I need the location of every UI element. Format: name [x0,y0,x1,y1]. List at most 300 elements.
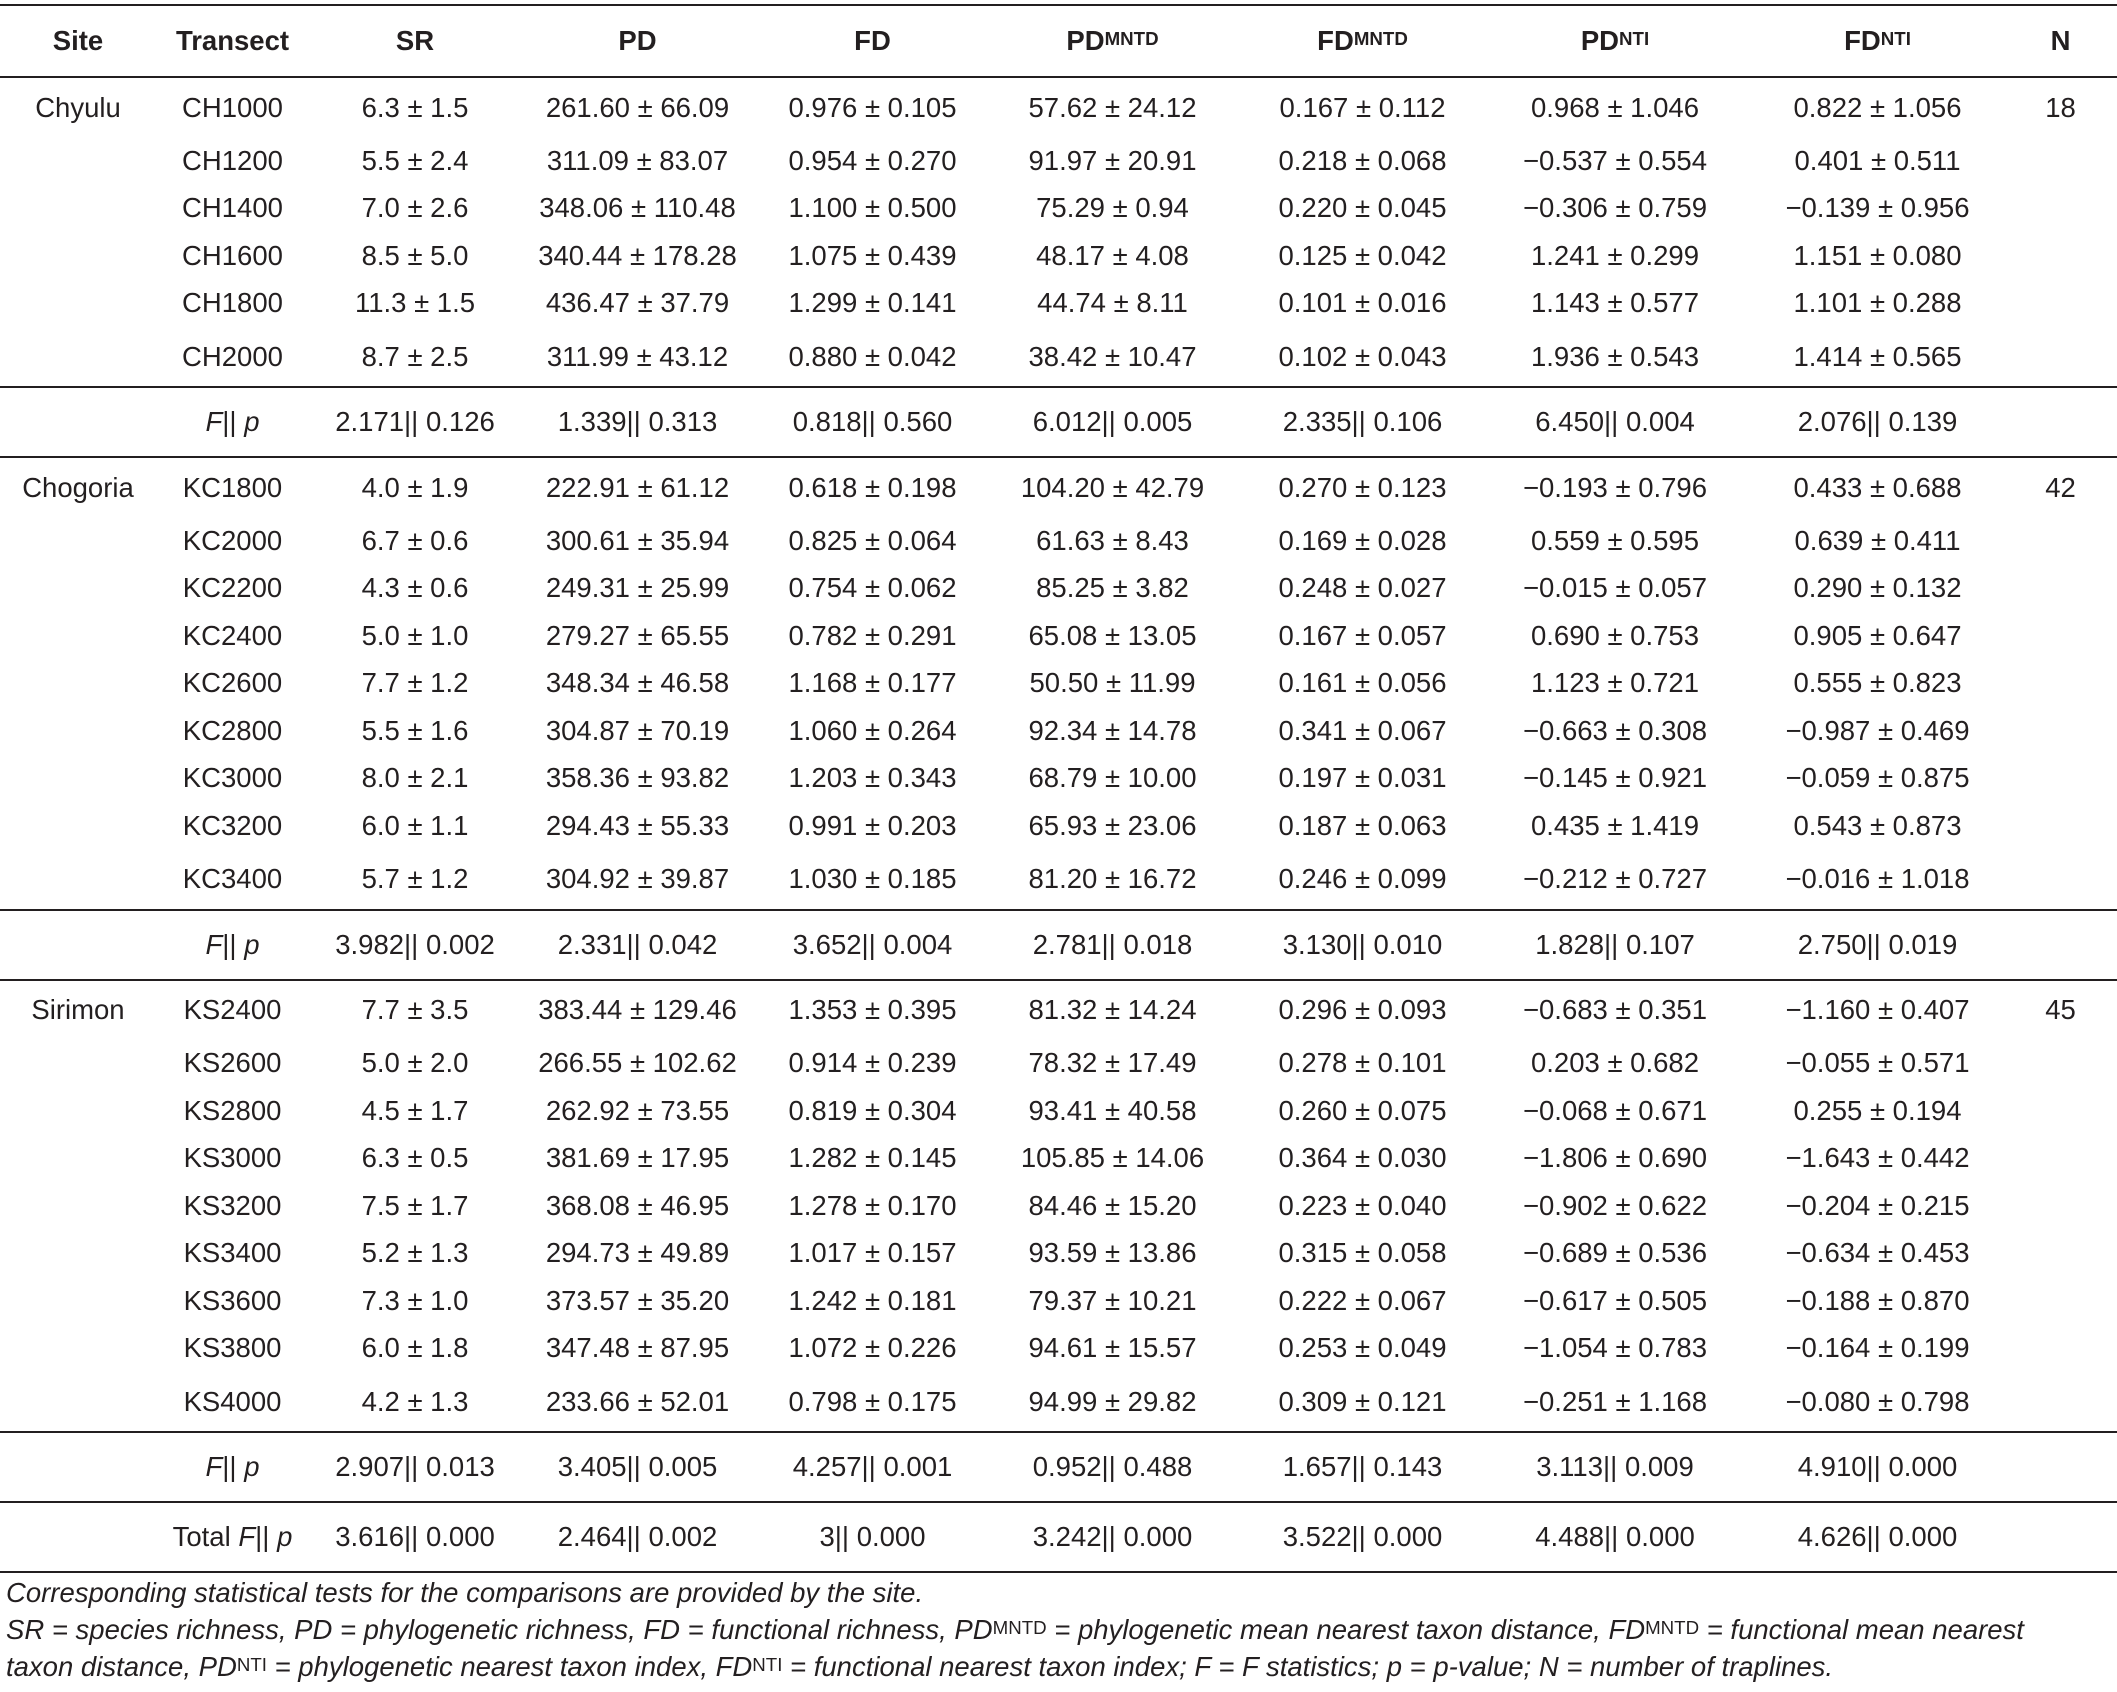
transect-cell: KS4000 [183,1385,282,1417]
site-empty [0,517,150,565]
value-cell: 358.36 ± 93.82 [545,762,730,794]
value-cell: 0.819 ± 0.304 [788,1094,957,1126]
n-empty [2010,565,2117,613]
value-cell: 85.25 ± 3.82 [1036,572,1189,604]
value-cell: 7.3 ± 1.0 [361,1284,469,1316]
stat-value: 3.982|| 0.002 [335,928,495,960]
n-empty [2010,707,2117,755]
value-cell: 1.075 ± 0.439 [788,239,957,271]
stat-value: 3.130|| 0.010 [1282,928,1443,960]
value-cell: 4.0 ± 1.9 [361,471,469,503]
table-row [0,185,2117,233]
n-value: 42 [2045,471,2076,503]
value-cell: −0.193 ± 0.796 [1522,471,1708,503]
site-empty [0,850,150,910]
value-cell: 0.754 ± 0.062 [788,572,957,604]
table-row [0,660,2117,708]
value-cell: 348.06 ± 110.48 [539,192,736,224]
value-cell: 304.92 ± 39.87 [545,863,730,894]
site-empty [0,1040,150,1088]
stats-row [0,1432,2117,1502]
col-header-sr: SR [315,5,515,77]
total-value: 2.464|| 0.002 [557,1521,718,1552]
value-cell: 1.168 ± 0.177 [788,667,957,699]
value-cell: 65.93 ± 23.06 [1028,809,1197,841]
stat-value: 1.657|| 0.143 [1282,1451,1443,1482]
table-row [0,612,2117,660]
col-header-fd: FD [760,5,985,77]
footnote-text: = functional nearest taxon index; F = F statistics; p = p-value; N = number of traplines. [782,1651,1834,1682]
value-cell: 5.0 ± 2.0 [361,1047,469,1079]
transect-cell: KC3200 [182,809,283,841]
stat-value: 1.339|| 0.313 [557,406,718,437]
value-cell: 4.2 ± 1.3 [361,1385,469,1417]
value-cell: 0.197 ± 0.031 [1278,762,1447,794]
value-cell: 0.278 ± 0.101 [1278,1047,1447,1079]
site-name: Chyulu [35,91,121,123]
site-empty [0,1182,150,1230]
value-cell: 6.3 ± 0.5 [361,1142,469,1174]
stat-value: 2.907|| 0.013 [335,1451,495,1482]
value-cell: 44.74 ± 8.11 [1037,287,1188,319]
value-cell: 5.0 ± 1.0 [361,619,469,651]
n-empty [2010,137,2117,185]
footnote-1: Corresponding statistical tests for the comparisons are provided by the site. [6,1577,924,1608]
total-value: 3.522|| 0.000 [1282,1521,1443,1552]
stat-value: 4.257|| 0.001 [792,1451,953,1482]
transect-cell: KS3200 [183,1189,282,1221]
value-cell: 0.125 ± 0.042 [1278,239,1447,271]
value-cell: 340.44 ± 178.28 [538,239,737,271]
site-empty [0,802,150,850]
stat-f: F [238,1521,256,1552]
table-row [0,565,2117,613]
header-base: PD [1066,25,1105,56]
value-cell: −0.139 ± 0.956 [1785,192,1970,224]
value-cell: −0.689 ± 0.536 [1522,1237,1708,1269]
col-header-site: Site [0,5,150,77]
footnote-text: = phylogenetic mean nearest taxon distance, FD [1046,1614,1646,1645]
value-cell: 5.2 ± 1.3 [361,1237,469,1269]
value-cell: 0.248 ± 0.027 [1278,572,1447,604]
site-name: Sirimon [31,994,125,1025]
col-header-fd-nti [1745,5,2010,77]
value-cell: 38.42 ± 10.47 [1028,340,1197,372]
value-cell: 94.61 ± 15.57 [1028,1332,1197,1364]
value-cell: 262.92 ± 73.55 [545,1094,730,1126]
stat-p: p [244,1451,260,1482]
value-cell: 436.47 ± 37.79 [545,287,730,319]
transect-cell: KC3400 [182,863,283,894]
total-label [150,1502,315,1572]
value-cell: 6.3 ± 1.5 [361,91,469,123]
value-cell: 1.100 ± 0.500 [788,192,957,224]
stat-p: p [244,928,260,960]
stats-row [0,387,2117,457]
value-cell: 1.017 ± 0.157 [788,1237,957,1269]
n-empty [2010,1040,2117,1088]
value-cell: 1.241 ± 0.299 [1530,239,1699,271]
value-cell: 347.48 ± 87.95 [545,1332,730,1364]
value-cell: 0.433 ± 0.688 [1793,471,1962,503]
col-header-n: N [2010,5,2117,77]
transect-cell: KS2800 [183,1094,282,1126]
table-row [0,457,2117,517]
site-empty [0,137,150,185]
value-cell: 1.242 ± 0.181 [788,1284,957,1316]
site-empty [0,327,150,387]
value-cell: −0.306 ± 0.759 [1522,192,1708,224]
n-empty [2010,185,2117,233]
value-cell: 81.32 ± 14.24 [1028,994,1197,1025]
value-cell: −0.617 ± 0.505 [1522,1284,1708,1316]
value-cell: 0.167 ± 0.057 [1278,619,1447,651]
footnote-text: = phylogenetic nearest taxon index, FD [266,1651,753,1682]
value-cell: 78.32 ± 17.49 [1028,1047,1197,1079]
value-cell: 57.62 ± 24.12 [1028,91,1197,123]
stat-sep: || [255,1521,278,1552]
value-cell: −1.643 ± 0.442 [1785,1142,1970,1174]
stat-value: 3.113|| 0.009 [1536,1451,1694,1482]
value-cell: −0.059 ± 0.875 [1785,762,1970,794]
value-cell: 0.618 ± 0.198 [788,471,957,503]
n-empty [2010,387,2117,457]
value-cell: 0.782 ± 0.291 [788,619,957,651]
value-cell: 65.08 ± 13.05 [1028,619,1197,651]
value-cell: 222.91 ± 61.12 [545,471,730,503]
stat-sep: || [222,406,245,437]
value-cell: 0.364 ± 0.030 [1278,1142,1447,1174]
total-value: 3|| 0.000 [819,1521,926,1552]
value-cell: 4.5 ± 1.7 [361,1094,469,1126]
value-cell: 7.7 ± 1.2 [361,667,469,699]
transect-cell: KS3000 [183,1142,282,1174]
n-empty [2010,1182,2117,1230]
value-cell: 0.246 ± 0.099 [1278,863,1447,894]
stat-value: 6.012|| 0.005 [1032,406,1193,437]
site-empty [0,1325,150,1373]
n-empty [2010,327,2117,387]
value-cell: 84.46 ± 15.20 [1028,1189,1197,1221]
value-cell: 0.218 ± 0.068 [1278,144,1447,176]
value-cell: 0.222 ± 0.067 [1278,1284,1447,1316]
value-cell: 304.87 ± 70.19 [545,714,730,746]
value-cell: 61.63 ± 8.43 [1036,524,1189,556]
value-cell: 0.290 ± 0.132 [1793,572,1962,604]
value-cell: −1.806 ± 0.690 [1522,1142,1708,1174]
header-sup: NTI [1880,28,1911,50]
value-cell: 1.151 ± 0.080 [1793,239,1962,271]
n-value: 18 [2045,91,2076,123]
value-cell: 75.29 ± 0.94 [1036,192,1189,224]
value-cell: −0.204 ± 0.215 [1785,1189,1970,1221]
col-header-pd-nti [1485,5,1745,77]
n-empty [2010,1372,2117,1432]
stat-value: 6.450|| 0.004 [1535,406,1695,437]
value-cell: 0.798 ± 0.175 [788,1385,957,1417]
value-cell: 0.914 ± 0.239 [788,1047,957,1079]
transect-cell: KS2600 [183,1047,282,1079]
stat-value: 2.331|| 0.042 [557,928,718,960]
value-cell: 0.187 ± 0.063 [1278,809,1447,841]
transect-cell: CH1000 [182,91,283,123]
value-cell: 4.3 ± 0.6 [361,572,469,604]
value-cell: 0.102 ± 0.043 [1278,340,1447,372]
value-cell: −0.055 ± 0.571 [1785,1047,1970,1079]
value-cell: 1.936 ± 0.543 [1530,340,1699,372]
value-cell: 92.34 ± 14.78 [1028,714,1197,746]
n-empty [2010,517,2117,565]
value-cell: 0.255 ± 0.194 [1793,1094,1962,1126]
value-cell: 0.220 ± 0.045 [1278,192,1447,224]
site-empty [0,1372,150,1432]
value-cell: 1.282 ± 0.145 [788,1142,957,1174]
value-cell: 261.60 ± 66.09 [545,91,730,123]
value-cell: 5.5 ± 1.6 [361,714,469,746]
value-cell: 1.414 ± 0.565 [1793,340,1962,372]
table-row [0,707,2117,755]
value-cell: 0.341 ± 0.067 [1278,714,1447,746]
value-cell: 0.253 ± 0.049 [1278,1332,1447,1364]
header-sup: MNTD [1104,28,1159,50]
stat-value: 0.952|| 0.488 [1032,1451,1193,1482]
stat-label [150,910,315,980]
table-row [0,1325,2117,1373]
transect-cell: CH1600 [182,239,283,271]
stat-value: 2.750|| 0.019 [1797,928,1958,960]
stat-value: 3.652|| 0.004 [792,928,953,960]
site-empty [0,660,150,708]
value-cell: 294.43 ± 55.33 [545,809,730,841]
value-cell: −0.015 ± 0.057 [1522,572,1708,604]
site-empty [0,387,150,457]
n-empty [2010,1325,2117,1373]
header-sup: MNTD [1353,28,1408,50]
value-cell: 0.639 ± 0.411 [1794,524,1961,556]
footnote-text: taxon distance, PD [6,1651,237,1682]
value-cell: 0.101 ± 0.016 [1278,287,1447,319]
site-empty [0,910,150,980]
value-cell: 11.3 ± 1.5 [354,287,476,319]
value-cell: 0.880 ± 0.042 [788,340,957,372]
value-cell: 94.99 ± 29.82 [1028,1385,1197,1417]
value-cell: 0.203 ± 0.682 [1530,1047,1699,1079]
n-empty [2010,1277,2117,1325]
value-cell: 0.161 ± 0.056 [1278,667,1447,699]
transect-cell: CH1200 [182,144,283,176]
value-cell: 311.99 ± 43.12 [546,340,729,372]
site-empty [0,185,150,233]
footnote-sup: NTI [752,1654,783,1676]
value-cell: 383.44 ± 129.46 [538,994,737,1025]
stat-value: 0.818|| 0.560 [792,406,953,437]
transect-cell: CH1800 [182,287,283,319]
total-row [0,1502,2117,1572]
value-cell: 1.072 ± 0.226 [788,1332,957,1364]
n-empty [2010,1230,2117,1278]
results-table [0,4,2117,1573]
total-value: 3.242|| 0.000 [1032,1521,1193,1552]
value-cell: 0.690 ± 0.753 [1530,619,1699,651]
site-empty [0,1087,150,1135]
value-cell: 373.57 ± 35.20 [545,1284,730,1316]
stat-f: F [205,406,223,437]
value-cell: 5.7 ± 1.2 [361,863,469,894]
value-cell: 0.435 ± 1.419 [1530,809,1699,841]
table-row [0,1182,2117,1230]
value-cell: 104.20 ± 42.79 [1020,471,1205,503]
table-row [0,517,2117,565]
value-cell: −1.054 ± 0.783 [1522,1332,1708,1364]
n-empty [2010,1432,2117,1502]
col-header-pd: PD [515,5,760,77]
transect-cell: CH1400 [182,192,283,224]
site-empty [0,1135,150,1183]
value-cell: −0.212 ± 0.727 [1522,863,1708,894]
col-header-transect: Transect [150,5,315,77]
transect-cell: KC2600 [182,667,283,699]
transect-cell: KC2200 [182,572,283,604]
stat-value: 1.828|| 0.107 [1535,928,1695,960]
stat-f: F [205,928,223,960]
site-empty [0,1432,150,1502]
table-row [0,802,2117,850]
footnote-2 [6,1611,2024,1651]
value-cell: −0.634 ± 0.453 [1785,1237,1970,1269]
stat-sep: || [222,1451,245,1482]
value-cell: 1.299 ± 0.141 [788,287,957,319]
value-cell: 0.167 ± 0.112 [1279,91,1446,123]
footnote-sup: MNTD [992,1617,1047,1639]
value-cell: −0.902 ± 0.622 [1522,1189,1708,1221]
value-cell: 311.09 ± 83.07 [546,144,729,176]
value-cell: 0.822 ± 1.056 [1793,91,1962,123]
value-cell: −0.016 ± 1.018 [1785,863,1970,894]
stats-row [0,910,2117,980]
header-base: FD [1844,25,1881,56]
stat-value: 2.781|| 0.018 [1032,928,1193,960]
table-body [0,77,2117,1572]
value-cell: −0.987 ± 0.469 [1785,714,1970,746]
site-empty [0,1277,150,1325]
table-row [0,1087,2117,1135]
value-cell: 50.50 ± 11.99 [1029,667,1196,699]
table-row [0,755,2117,803]
footnote-3 [6,1648,1833,1688]
n-empty [2010,1502,2117,1572]
col-header-fd-mntd [1240,5,1485,77]
site-empty [0,1502,150,1572]
total-value: 4.626|| 0.000 [1797,1521,1958,1552]
n-empty [2010,1135,2117,1183]
value-cell: 266.55 ± 102.62 [538,1047,737,1079]
stat-value: 4.910|| 0.000 [1797,1451,1958,1482]
total-value: 4.488|| 0.000 [1535,1521,1695,1552]
transect-cell: KC1800 [182,471,283,503]
value-cell: 6.7 ± 0.6 [361,524,469,556]
value-cell: 249.31 ± 25.99 [545,572,730,604]
site-empty [0,565,150,613]
table-row [0,1040,2117,1088]
header-sup: NTI [1619,28,1650,50]
footnote-sup: MNTD [1645,1617,1700,1639]
value-cell: −0.080 ± 0.798 [1785,1385,1970,1417]
stat-p: p [277,1521,293,1552]
n-empty [2010,660,2117,708]
n-empty [2010,910,2117,980]
transect-cell: KS2400 [183,994,282,1025]
stat-value: 2.171|| 0.126 [335,406,495,437]
site-empty [0,1230,150,1278]
transect-cell: KC2400 [182,619,283,651]
transect-cell: KC2800 [182,714,283,746]
stat-label [150,1432,315,1502]
value-cell: 0.905 ± 0.647 [1793,619,1962,651]
value-cell: 348.34 ± 46.58 [545,667,730,699]
value-cell: 68.79 ± 10.00 [1028,762,1197,794]
table-row [0,850,2117,910]
value-cell: 91.97 ± 20.91 [1028,144,1197,176]
value-cell: 0.543 ± 0.873 [1793,809,1962,841]
table-row [0,232,2117,280]
transect-cell: CH2000 [182,340,283,372]
value-cell: 0.991 ± 0.203 [788,809,957,841]
value-cell: 6.0 ± 1.8 [361,1332,469,1364]
value-cell: −0.683 ± 0.351 [1522,994,1708,1025]
n-empty [2010,802,2117,850]
table-row [0,980,2117,1040]
header-row [0,5,2117,77]
transect-cell: KS3400 [183,1237,282,1269]
value-cell: −0.145 ± 0.921 [1522,762,1708,794]
value-cell: 0.954 ± 0.270 [788,144,957,176]
stat-sep: || [222,928,245,960]
stat-label [150,387,315,457]
total-prefix: Total [172,1521,239,1552]
n-empty [2010,612,2117,660]
value-cell: 93.41 ± 40.58 [1028,1094,1197,1126]
value-cell: −0.188 ± 0.870 [1785,1284,1970,1316]
value-cell: 0.559 ± 0.595 [1530,524,1699,556]
table-row [0,1230,2117,1278]
value-cell: 381.69 ± 17.95 [545,1142,730,1174]
value-cell: 7.5 ± 1.7 [361,1189,469,1221]
value-cell: 79.37 ± 10.21 [1028,1284,1197,1316]
table-row [0,280,2117,328]
value-cell: 294.73 ± 49.89 [545,1237,730,1269]
transect-cell: KC2000 [182,524,283,556]
value-cell: 279.27 ± 65.55 [545,619,730,651]
n-empty [2010,850,2117,910]
value-cell: 0.260 ± 0.075 [1278,1094,1447,1126]
value-cell: −0.164 ± 0.199 [1785,1332,1970,1364]
header-base: FD [1317,25,1354,56]
table-row [0,77,2117,137]
value-cell: 1.123 ± 0.721 [1530,667,1699,699]
site-empty [0,280,150,328]
value-cell: 1.101 ± 0.288 [1793,287,1962,319]
value-cell: −0.251 ± 1.168 [1522,1385,1708,1417]
table-row [0,327,2117,387]
footnote-text: SR = species richness, PD = phylogenetic richness, FD = functional richness, PD [6,1614,993,1645]
table-row [0,1135,2117,1183]
value-cell: 8.5 ± 5.0 [361,239,469,271]
value-cell: 105.85 ± 14.06 [1020,1142,1205,1174]
table-row [0,1277,2117,1325]
value-cell: 0.315 ± 0.058 [1278,1237,1447,1269]
n-empty [2010,1087,2117,1135]
value-cell: 233.66 ± 52.01 [545,1385,730,1417]
